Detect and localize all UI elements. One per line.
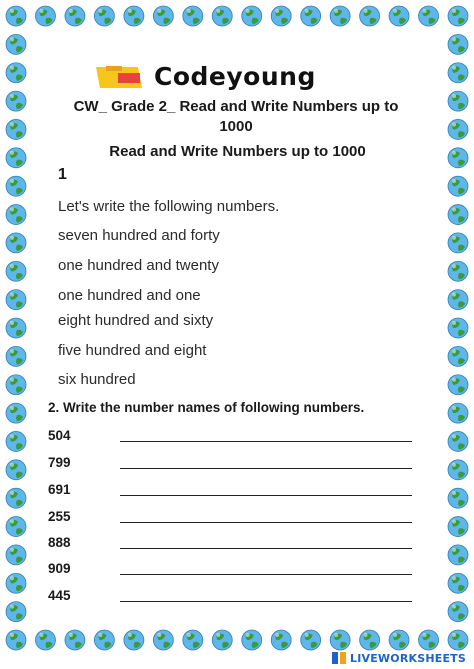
answer-number: 909: [48, 561, 71, 576]
answer-row: [48, 455, 418, 475]
number-word-item: one hundred and twenty: [58, 257, 219, 274]
number-word-item: one hundred and one: [58, 287, 201, 304]
brand-name: Codeyoung: [154, 62, 316, 91]
number-word-item: five hundred and eight: [58, 342, 207, 359]
title-line-1: CW_ Grade 2_ Read and Write Numbers up to: [73, 98, 399, 115]
watermark-text: LIVEWORKSHEETS: [350, 651, 466, 665]
answer-blank[interactable]: [120, 495, 412, 496]
answer-row: [48, 482, 418, 502]
answer-row: [48, 535, 418, 555]
answer-row: [48, 588, 418, 608]
answer-row: [48, 428, 418, 448]
answer-number: 799: [48, 455, 71, 470]
answer-blank[interactable]: [120, 522, 412, 523]
section-2-title: 2. Write the number names of following numbers.: [48, 400, 365, 415]
answer-row: [48, 509, 418, 529]
answer-blank[interactable]: [120, 601, 412, 602]
answer-number: 255: [48, 509, 71, 524]
answer-blank[interactable]: [120, 574, 412, 575]
answer-blank[interactable]: [120, 441, 412, 442]
liveworksheets-watermark[interactable]: [331, 650, 466, 666]
codeyoung-logo-icon: [92, 62, 152, 92]
number-word-item: seven hundred and forty: [58, 227, 220, 244]
title-line-2: 1000: [219, 118, 253, 135]
answer-number: 445: [48, 588, 71, 603]
answer-number: 691: [48, 482, 71, 497]
section-1-instruction: Let's write the following numbers.: [58, 198, 280, 215]
worksheet-title: [66, 97, 406, 137]
section-1-number: 1: [58, 166, 67, 183]
answer-number: 888: [48, 535, 71, 550]
number-word-item: eight hundred and sixty: [58, 312, 214, 329]
answer-blank[interactable]: [120, 468, 412, 469]
answer-number: 504: [48, 428, 71, 443]
number-word-item: six hundred: [58, 371, 136, 388]
worksheet-subtitle: Read and Write Numbers up to 1000: [109, 143, 366, 160]
answer-blank[interactable]: [120, 548, 412, 549]
liveworksheets-logo-icon: [331, 651, 347, 665]
answer-row: [48, 561, 418, 581]
codeyoung-logo: [92, 62, 392, 92]
